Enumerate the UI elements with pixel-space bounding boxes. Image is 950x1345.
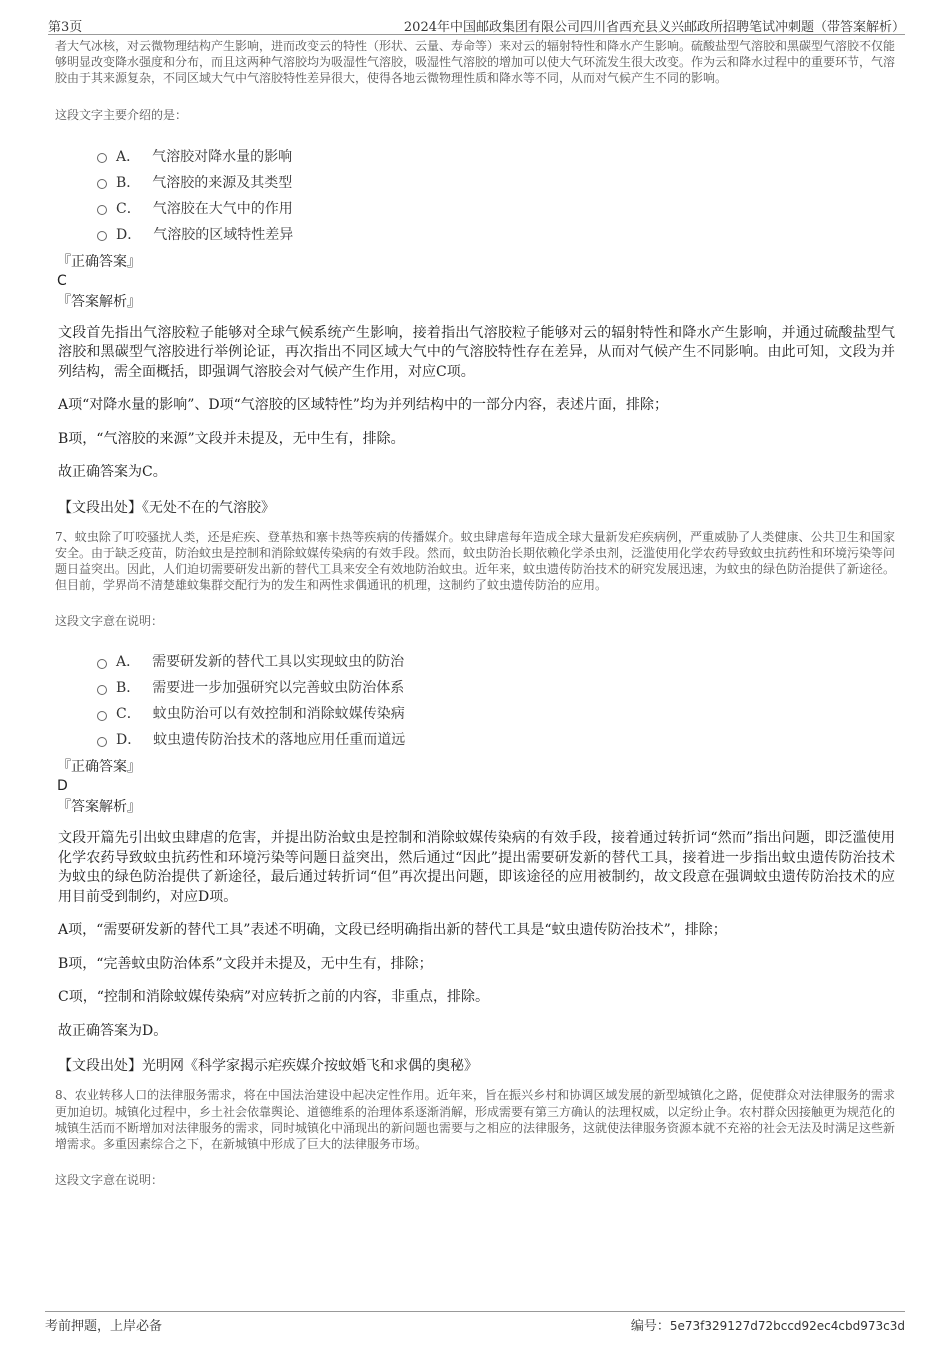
radio-button[interactable] [97, 711, 107, 721]
q6-answer-label: 『正确答案』 [57, 253, 141, 270]
option-letter: B． [116, 680, 141, 697]
option-letter: B． [116, 174, 141, 191]
option-letter: C． [116, 706, 141, 723]
footer-code-label: 编号： [630, 1319, 670, 1334]
radio-button[interactable] [97, 737, 107, 747]
option-text: 需要研发新的替代工具以实现蚊虫的防治 [152, 654, 405, 671]
footer-document-code [631, 1315, 905, 1334]
page-header [48, 14, 905, 35]
option-text: 气溶胶对降水量的影响 [152, 148, 293, 165]
q7-passage: 7、蚊虫除了叮咬骚扰人类，还是疟疾、登革热和寨卡热等疾病的传播媒介。蚊虫肆虐每年造成全球大量新发疟疾病例，严重威胁了人类健康、公共卫生和国家安全。由于缺乏疫苗，防治蚊虫是控制和消除蚊媒传染病的有效手段。然而，蚊虫防治长期依赖化学杀虫剂，泛滥使用化学农药导致蚊虫抗药性和环境污染等问题日益突出。因此，人们迫切需要研发出新的替代工具来安全有效地防治蚊虫。近年来，蚊虫遗传防治技术的研究发展迅速，为蚊虫的绿色防治提供了新途径。但目前，学界尚不清楚雄蚊集群交配行为的发生和两性求偶通讯的机理，这制约了蚊虫遗传防治的应用。 [55, 529, 896, 593]
q6-prompt: 这段文字主要介绍的是： [55, 107, 188, 122]
option-letter: D． [116, 226, 142, 243]
radio-button[interactable] [97, 659, 107, 669]
option-letter: C． [116, 200, 141, 217]
radio-button[interactable] [97, 685, 107, 695]
q7-analysis-para-4: C项，“控制和消除蚊媒传染病”对应转折之前的内容，非重点，排除。 [58, 989, 490, 1006]
footer-code: 5e73f329127d72bccd92ec4cbd973c3d [669, 1319, 905, 1333]
page-content [55, 38, 895, 1188]
option-letter: D． [116, 732, 142, 749]
q7-prompt: 这段文字意在说明： [55, 614, 164, 629]
q6-option-d[interactable] [55, 221, 895, 247]
option-letter: A． [116, 148, 141, 165]
q6-analysis-label: 『答案解析』 [57, 293, 141, 310]
q6-analysis-para-2: A项“对降水量的影响”、D项“气溶胶的区域特性”均为并列结构中的一部分内容，表述片面，排除； [58, 397, 668, 414]
q7-options [55, 648, 895, 752]
q7-analysis-para-5: 故正确答案为D。 [58, 1022, 168, 1039]
q6-analysis-para-4: 故正确答案为C。 [58, 464, 167, 481]
option-text: 气溶胶在大气中的作用 [152, 200, 293, 217]
q6-answer: C [57, 272, 67, 289]
q7-analysis-label: 『答案解析』 [57, 799, 141, 816]
q6-source: 【文段出处】《无处不在的气溶胶》 [58, 499, 275, 516]
radio-button[interactable] [97, 153, 107, 163]
q6-option-a[interactable] [55, 143, 895, 169]
q6-analysis-para-1: 文段首先指出气溶胶粒子能够对全球气候系统产生影响，接着指出气溶胶粒子能够对云的辐射特性和降水产生影响，并通过硫酸盐型气溶胶和黑碳型气溶胶进行举例论证，再次指出不同区域大气中的气溶胶特性存在差异，从而对气候产生不同影响。由此可知，文段为并列结构，需全面概括，即强调气溶胶会对气候产生作用，对应C项。 [58, 324, 895, 380]
q7-analysis-para-1: 文段开篇先引出蚊虫肆虐的危害，并提出防治蚊虫是控制和消除蚊媒传染病的有效手段，接着通过转折词“然而”指出问题，即泛滥使用化学农药导致蚊虫抗药性和环境污染等问题日益突出，然后通过“因此”提出需要研发新的替代工具，接着进一步指出蚊虫遗传防治技术为蚊虫的绿色防治提供了新途径，最后通过转折词“但”再次提出问题，即该途径的应用被制约，故文段意在强调蚊虫遗传防治技术的应用目前受到制约，对应D项。 [58, 830, 895, 905]
page-footer [45, 1311, 905, 1336]
option-text: 蚊虫遗传防治技术的落地应用任重而道远 [153, 732, 406, 749]
document-title: 2024年中国邮政集团有限公司四川省西充县义兴邮政所招聘笔试冲刺题（带答案解析） [403, 20, 905, 35]
q7-option-a[interactable] [55, 648, 895, 674]
radio-button[interactable] [97, 179, 107, 189]
q7-analysis-para-2: A项，“需要研发新的替代工具”表述不明确，文段已经明确指出新的替代工具是“蚊虫遗传防治技术”，排除； [58, 922, 727, 939]
q6-option-b[interactable] [55, 169, 895, 195]
q7-option-b[interactable] [55, 674, 895, 700]
q7-source: 【文段出处】光明网《科学家揭示疟疾媒介按蚊婚飞和求偶的奥秘》 [58, 1058, 478, 1075]
option-text: 蚊虫防治可以有效控制和消除蚊媒传染病 [152, 706, 405, 723]
q8-prompt: 这段文字意在说明： [55, 1173, 164, 1188]
q6-option-c[interactable] [55, 195, 895, 221]
page-number: 第3页 [48, 20, 83, 35]
q7-option-d[interactable] [55, 726, 895, 752]
q6-options [55, 143, 895, 247]
option-letter: A． [116, 654, 141, 671]
q7-answer-label: 『正确答案』 [57, 759, 141, 776]
q7-option-c[interactable] [55, 700, 895, 726]
q6-analysis-para-3: B项，“气溶胶的来源”文段并未提及，无中生有，排除。 [58, 430, 405, 447]
q8-passage: 8、农业转移人口的法律服务需求，将在中国法治建设中起决定性作用。近年来，旨在振兴乡村和协调区域发展的新型城镇化之路，促使群众对法律服务的需求更加迫切。城镇化过程中，乡土社会依靠舆论、道德维系的治理体系逐渐消解，形成需要有第三方确认的法理权威，以定纷止争。农村群众因接触更为规范化的城镇生活而不断增加对法律服务的需求，同时城镇化中涌现出的新问题也需要与之相应的法律服务，这就使法律服务资源本就不充裕的社会无法及时满足这些新增需求。多重因素综合之下，在新城镇中形成了巨大的法律服务市场。 [55, 1088, 896, 1152]
radio-button[interactable] [97, 231, 107, 241]
footer-slogan: 考前押题，上岸必备 [45, 1319, 163, 1334]
q7-answer: D [57, 778, 68, 795]
radio-button[interactable] [97, 205, 107, 215]
q6-passage: 者大气冰核，对云微物理结构产生影响，进而改变云的特性（形状、云量、寿命等）来对云的辐射特性和降水产生影响。硫酸盐型气溶胶和黑碳型气溶胶不仅能够明显改变降水强度和分布，而且这两种气溶胶均为吸湿性气溶胶，吸湿性气溶胶的增加可以使大气环流发生很大改变。作为云和降水过程中的重要环节，气溶胶由于其来源复杂，不同区域大气中气溶胶特性差异很大，使得各地云微物理性质和降水等不同，从而对气候产生不同的影响。 [55, 39, 896, 86]
option-text: 气溶胶的区域特性差异 [153, 226, 294, 243]
q7-analysis-para-3: B项，“完善蚊虫防治体系”文段并未提及，无中生有，排除； [58, 955, 433, 972]
option-text: 需要进一步加强研究以完善蚊虫防治体系 [152, 680, 405, 697]
option-text: 气溶胶的来源及其类型 [152, 174, 293, 191]
